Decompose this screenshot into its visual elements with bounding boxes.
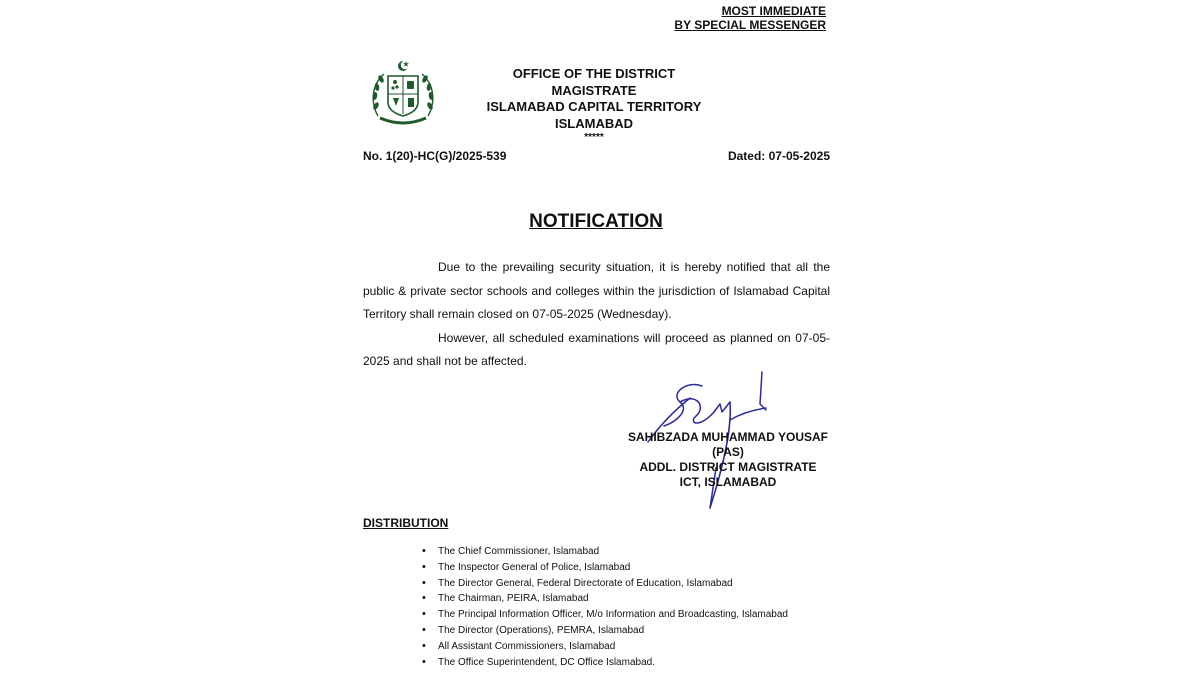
distribution-item: • The Director (Operations), PEMRA, Islamabad (420, 623, 788, 639)
priority-marking (674, 4, 826, 32)
distribution-item: • The Principal Information Officer, M/o Information and Broadcasting, Islamabad (420, 607, 788, 623)
office-line-3: ISLAMABAD (555, 115, 633, 131)
office-line-1: OFFICE OF THE DISTRICT MAGISTRATE (512, 66, 676, 98)
distribution-item: • The Inspector General of Police, Islamabad (420, 560, 788, 576)
reference-number: No. 1(20)-HC(G)/2025-539 (363, 149, 507, 163)
body-paragraph-2: However, all scheduled examinations will proceed as planned on 07-05-2025 and shall not be affected. (363, 330, 830, 368)
priority-line-1: MOST IMMEDIATE (721, 4, 826, 18)
priority-line-2: BY SPECIAL MESSENGER (674, 18, 826, 32)
notification-body (363, 256, 830, 374)
distribution-item: • The Office Superintendent, DC Office Islamabad. (420, 655, 788, 671)
stars-divider: ***** (584, 132, 604, 143)
office-line-2: ISLAMABAD CAPITAL TERRITORY (486, 99, 702, 114)
date-line: Dated: 07-05-2025 (727, 149, 830, 163)
distribution-item: • The Chief Commissioner, Islamabad (420, 544, 788, 560)
signatory-name: SAHIBZADA MUHAMMAD YOUSAF (PAS) (628, 430, 828, 459)
distribution-heading: DISTRIBUTION (363, 516, 449, 530)
notification-title: NOTIFICATION (529, 211, 663, 232)
distribution-list (420, 544, 788, 670)
state-emblem-of-pakistan-icon (368, 58, 438, 128)
distribution-item: • All Assistant Commissioners, Islamabad (420, 639, 788, 655)
distribution-item: • The Chairman, PEIRA, Islamabad (420, 591, 788, 607)
signatory-location: ICT, ISLAMABAD (679, 475, 777, 489)
signatory-block (620, 430, 836, 490)
body-paragraph-1: Due to the prevailing security situation, it is hereby notified that all the public & private sector schools and colleges within the jurisdiction of Islamabad Capital Territory shall remain closed on 07-05-2025 (Wednesday). (363, 260, 830, 321)
distribution-item: • The Director General, Federal Directorate of Education, Islamabad (420, 576, 788, 592)
office-heading (470, 66, 718, 143)
signatory-designation: ADDL. DISTRICT MAGISTRATE (639, 460, 817, 474)
